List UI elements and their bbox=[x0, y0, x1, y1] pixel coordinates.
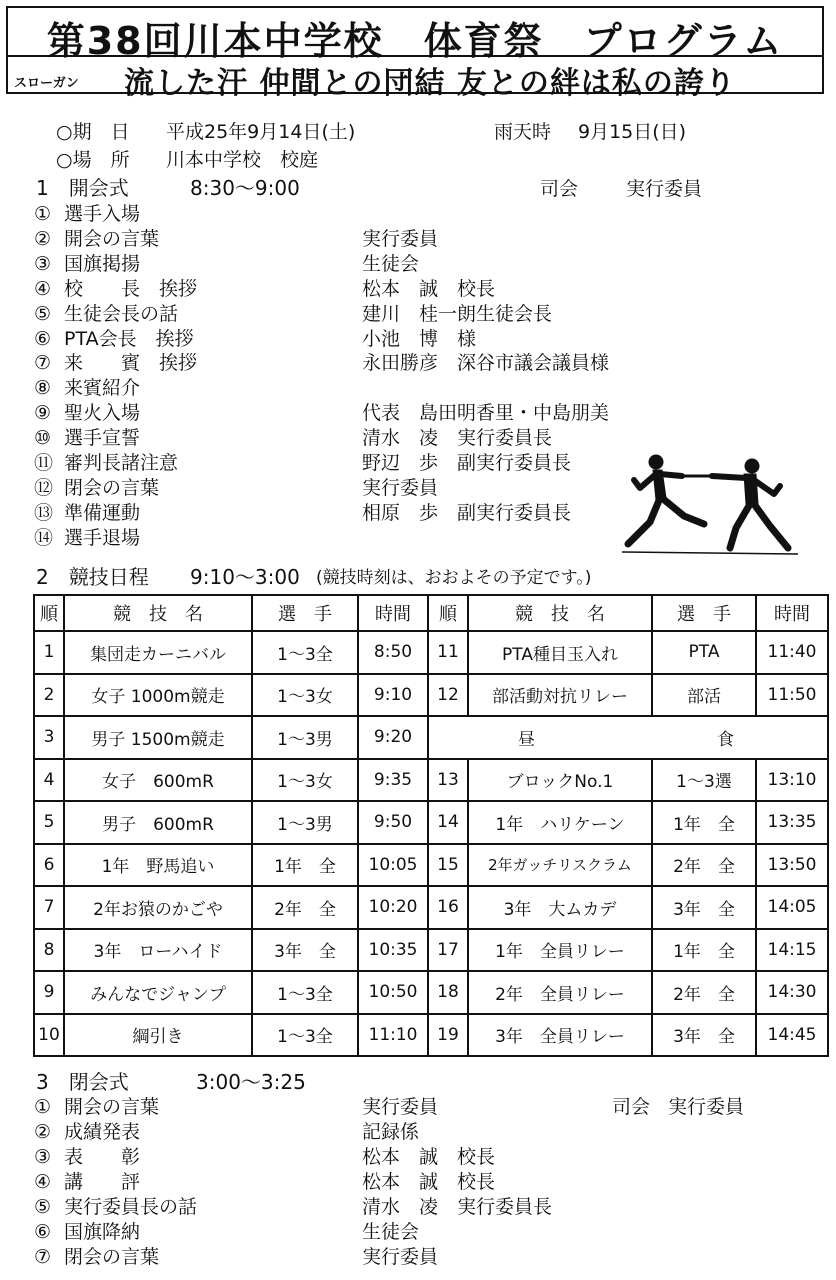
program-item-number: ⑫ bbox=[34, 476, 54, 499]
date-value: 平成25年9月14日(土) bbox=[166, 121, 356, 143]
program-item-person: 清水 凌 実行委員長 bbox=[362, 1196, 553, 1218]
program-item-name: 選手入場 bbox=[64, 203, 141, 225]
cell-players: 1～3全 bbox=[252, 971, 358, 1014]
program-item-name: 閉会の言葉 bbox=[64, 1246, 160, 1268]
program-item-number: ② bbox=[34, 1121, 52, 1143]
cell-event: 1年 全員リレー bbox=[468, 929, 652, 972]
schedule-table bbox=[33, 594, 829, 1057]
cell-event: 部活動対抗リレー bbox=[468, 674, 652, 717]
program-item-number: ① bbox=[34, 203, 52, 225]
cell-time: 13:35 bbox=[756, 801, 828, 844]
opening-mc-label: 司会 bbox=[540, 178, 579, 200]
cell-no: 7 bbox=[34, 886, 64, 929]
program-item-name: 開会の言葉 bbox=[64, 1096, 160, 1118]
cell-event: みんなでジャンプ bbox=[64, 971, 252, 1014]
cell-no: 1 bbox=[34, 631, 64, 674]
cell-players: 部活 bbox=[652, 674, 756, 717]
cell-time: 10:05 bbox=[358, 844, 428, 887]
opening-heading: 1 開会式 bbox=[36, 176, 129, 200]
table-row bbox=[34, 674, 828, 717]
slogan-label: スローガン bbox=[14, 76, 79, 91]
program-item-number: ⑨ bbox=[34, 402, 52, 425]
cell-no: 16 bbox=[428, 886, 468, 929]
cell-time: 10:35 bbox=[358, 929, 428, 972]
cell-no: 2 bbox=[34, 674, 64, 717]
opening-mc-value: 実行委員 bbox=[626, 178, 703, 200]
program-item-number: ⑤ bbox=[34, 1196, 52, 1218]
cell-time: 9:35 bbox=[358, 759, 428, 802]
table-row bbox=[34, 929, 828, 972]
program-item-name: 来 賓 挨拶 bbox=[64, 352, 198, 375]
cell-event: 集団走カーニバル bbox=[64, 631, 252, 674]
closing-heading: 3 閉会式 bbox=[36, 1070, 129, 1094]
program-item-number: ⑤ bbox=[34, 302, 52, 325]
program-item-name: 校 長 挨拶 bbox=[64, 277, 198, 300]
rain-label: 雨天時 bbox=[494, 121, 552, 143]
cell-event: 女子 1000m競走 bbox=[64, 674, 252, 717]
lunch-right-text: 食 bbox=[717, 729, 738, 750]
cell-players: 1～3女 bbox=[252, 759, 358, 802]
cell-time: 14:45 bbox=[756, 1014, 828, 1057]
cell-event: 3年 全員リレー bbox=[468, 1014, 652, 1057]
program-item-number: ③ bbox=[34, 252, 52, 275]
program-item-person: 建川 桂一朗生徒会長 bbox=[362, 302, 553, 325]
cell-event: 2年お猿のかごや bbox=[64, 886, 252, 929]
cell-players: 1～3女 bbox=[252, 674, 358, 717]
cell-no: 15 bbox=[428, 844, 468, 887]
closing-mc-label: 司会 bbox=[612, 1096, 651, 1118]
table-row bbox=[34, 631, 828, 674]
cell-no: 11 bbox=[428, 631, 468, 674]
cell-event: ブロックNo.1 bbox=[468, 759, 652, 802]
cell-players: PTA bbox=[652, 631, 756, 674]
cell-time: 13:10 bbox=[756, 759, 828, 802]
program-item-name: 来賓紹介 bbox=[64, 377, 141, 400]
program-item-number: ⑥ bbox=[34, 327, 52, 350]
program-item-person: 実行委員 bbox=[362, 476, 439, 499]
page-title: 第38回川本中学校 体育祭 プログラム bbox=[46, 19, 784, 63]
cell-time: 10:50 bbox=[358, 971, 428, 1014]
program-item-name: 表 彰 bbox=[64, 1146, 141, 1168]
slogan-text: 流した汗 仲間との団結 友との絆は私の誇り bbox=[124, 66, 736, 101]
program-item-number: ⑩ bbox=[34, 427, 52, 450]
schedule-heading: 2 競技日程 bbox=[36, 565, 149, 589]
program-item-person: 小池 博 様 bbox=[362, 327, 477, 350]
program-item-name: 生徒会長の話 bbox=[64, 302, 179, 325]
opening-time: 8:30～9:00 bbox=[190, 176, 300, 200]
program-item-person: 記録係 bbox=[362, 1121, 420, 1143]
program-item-person: 相原 歩 副実行委員長 bbox=[362, 501, 572, 524]
program-item-name: 審判長諸注意 bbox=[64, 452, 179, 474]
program-item-name: 国旗降納 bbox=[64, 1221, 141, 1243]
cell-players: 2年 全 bbox=[652, 971, 756, 1014]
cell-event: 1年 野馬追い bbox=[64, 844, 252, 887]
cell-event: 女子 600mR bbox=[64, 759, 252, 802]
cell-players: 3年 全 bbox=[652, 886, 756, 929]
cell-time: 11:50 bbox=[756, 674, 828, 717]
column-header: 競 技 名 bbox=[468, 595, 652, 631]
cell-event: 3年 大ムカデ bbox=[468, 886, 652, 929]
relay-runners-illustration bbox=[620, 448, 800, 558]
cell-players: 1年 全 bbox=[252, 844, 358, 887]
program-item-person: 松本 誠 校長 bbox=[362, 1171, 496, 1193]
schedule-note: (競技時刻は、おおよその予定です。) bbox=[316, 568, 592, 588]
schedule-time: 9:10～3:00 bbox=[190, 565, 300, 589]
program-item-person: 野辺 歩 副実行委員長 bbox=[362, 452, 572, 474]
cell-players: 3年 全 bbox=[252, 929, 358, 972]
cell-no: 9 bbox=[34, 971, 64, 1014]
header-box bbox=[6, 6, 824, 101]
program-item-number: ⑪ bbox=[34, 452, 54, 474]
program-item-name: 講 評 bbox=[64, 1171, 141, 1193]
table-row bbox=[34, 844, 828, 887]
cell-time: 10:20 bbox=[358, 886, 428, 929]
table-row bbox=[34, 971, 828, 1014]
program-item-number: ⑭ bbox=[34, 526, 54, 549]
rain-value: 9月15日(日) bbox=[578, 121, 687, 143]
column-header: 選 手 bbox=[252, 595, 358, 631]
program-item-name: PTA会長 挨拶 bbox=[64, 327, 194, 350]
program-item-number: ② bbox=[34, 227, 52, 250]
header-divider bbox=[8, 55, 822, 57]
program-item-name: 選手退場 bbox=[64, 526, 141, 549]
program-item-number: ⑦ bbox=[34, 1246, 52, 1268]
column-header: 順 bbox=[34, 595, 64, 631]
program-item-number: ④ bbox=[34, 277, 52, 300]
program-item-name: 実行委員長の話 bbox=[64, 1196, 198, 1218]
program-item-person: 生徒会 bbox=[362, 252, 420, 275]
program-item-person: 松本 誠 校長 bbox=[362, 1146, 496, 1168]
cell-event: 男子 1500m競走 bbox=[64, 716, 252, 759]
cell-no: 18 bbox=[428, 971, 468, 1014]
cell-players: 1～3男 bbox=[252, 801, 358, 844]
program-item-person: 実行委員 bbox=[362, 1246, 439, 1268]
cell-event: 1年 ハリケーン bbox=[468, 801, 652, 844]
cell-time: 9:10 bbox=[358, 674, 428, 717]
cell-time: 11:10 bbox=[358, 1014, 428, 1057]
program-item-person: 生徒会 bbox=[362, 1221, 420, 1243]
program-item-name: 閉会の言葉 bbox=[64, 476, 160, 499]
program-item-number: ⑬ bbox=[34, 501, 54, 524]
cell-time: 14:15 bbox=[756, 929, 828, 972]
program-item-person: 清水 凌 実行委員長 bbox=[362, 427, 553, 450]
cell-no: 19 bbox=[428, 1014, 468, 1057]
column-header: 時間 bbox=[756, 595, 828, 631]
program-item-name: 成績発表 bbox=[64, 1121, 141, 1143]
cell-no: 6 bbox=[34, 844, 64, 887]
closing-time: 3:00～3:25 bbox=[196, 1070, 306, 1094]
program-item-number: ④ bbox=[34, 1171, 52, 1193]
cell-no: 3 bbox=[34, 716, 64, 759]
date-label: ○期 日 bbox=[56, 121, 130, 143]
cell-no: 4 bbox=[34, 759, 64, 802]
table-row bbox=[34, 1014, 828, 1057]
column-header: 時間 bbox=[358, 595, 428, 631]
cell-no: 13 bbox=[428, 759, 468, 802]
cell-time: 8:50 bbox=[358, 631, 428, 674]
cell-event: PTA種目玉入れ bbox=[468, 631, 652, 674]
closing-mc-value: 実行委員 bbox=[668, 1096, 745, 1118]
cell-no: 14 bbox=[428, 801, 468, 844]
place-value: 川本中学校 校庭 bbox=[166, 149, 319, 171]
lunch-break-cell bbox=[428, 716, 828, 759]
program-item-person: 永田勝彦 深谷市議会議員様 bbox=[362, 352, 610, 375]
program-item-number: ③ bbox=[34, 1146, 52, 1168]
cell-time: 13:50 bbox=[756, 844, 828, 887]
cell-players: 3年 全 bbox=[652, 1014, 756, 1057]
cell-players: 1～3男 bbox=[252, 716, 358, 759]
cell-time: 14:05 bbox=[756, 886, 828, 929]
cell-no: 17 bbox=[428, 929, 468, 972]
cell-time: 9:20 bbox=[358, 716, 428, 759]
program-item-name: 準備運動 bbox=[64, 501, 141, 524]
cell-players: 1～3全 bbox=[252, 631, 358, 674]
cell-players: 1年 全 bbox=[652, 801, 756, 844]
cell-time: 11:40 bbox=[756, 631, 828, 674]
column-header: 選 手 bbox=[652, 595, 756, 631]
column-header: 順 bbox=[428, 595, 468, 631]
cell-no: 8 bbox=[34, 929, 64, 972]
cell-time: 14:30 bbox=[756, 971, 828, 1014]
program-item-person: 松本 誠 校長 bbox=[362, 277, 496, 300]
program-item-number: ① bbox=[34, 1096, 52, 1118]
program-item-number: ⑥ bbox=[34, 1221, 52, 1243]
program-item-name: 開会の言葉 bbox=[64, 227, 160, 250]
table-row bbox=[34, 886, 828, 929]
program-item-number: ⑧ bbox=[34, 377, 52, 400]
table-row bbox=[34, 716, 828, 759]
cell-no: 10 bbox=[34, 1014, 64, 1057]
cell-event: 3年 ローハイド bbox=[64, 929, 252, 972]
program-item-person: 代表 島田明香里・中島朋美 bbox=[362, 402, 610, 425]
program-item-name: 国旗掲揚 bbox=[64, 252, 141, 275]
program-item-number: ⑦ bbox=[34, 352, 52, 375]
cell-no: 5 bbox=[34, 801, 64, 844]
cell-event: 2年 全員リレー bbox=[468, 971, 652, 1014]
column-header: 競 技 名 bbox=[64, 595, 252, 631]
lunch-left-text: 昼 bbox=[518, 729, 539, 750]
cell-event: 男子 600mR bbox=[64, 801, 252, 844]
table-row bbox=[34, 759, 828, 802]
cell-time: 9:50 bbox=[358, 801, 428, 844]
table-row bbox=[34, 801, 828, 844]
program-item-person: 実行委員 bbox=[362, 227, 439, 250]
cell-players: 1年 全 bbox=[652, 929, 756, 972]
cell-players: 1～3選 bbox=[652, 759, 756, 802]
program-item-person: 実行委員 bbox=[362, 1096, 439, 1118]
cell-players: 1～3全 bbox=[252, 1014, 358, 1057]
cell-players: 2年 全 bbox=[652, 844, 756, 887]
program-item-name: 選手宣誓 bbox=[64, 427, 141, 450]
table-header-row bbox=[34, 595, 828, 631]
cell-players: 2年 全 bbox=[252, 886, 358, 929]
cell-no: 12 bbox=[428, 674, 468, 717]
place-label: ○場 所 bbox=[56, 149, 130, 171]
program-item-name: 聖火入場 bbox=[64, 402, 141, 425]
cell-event: 2年ガッチリスクラム bbox=[468, 844, 652, 887]
cell-event: 綱引き bbox=[64, 1014, 252, 1057]
